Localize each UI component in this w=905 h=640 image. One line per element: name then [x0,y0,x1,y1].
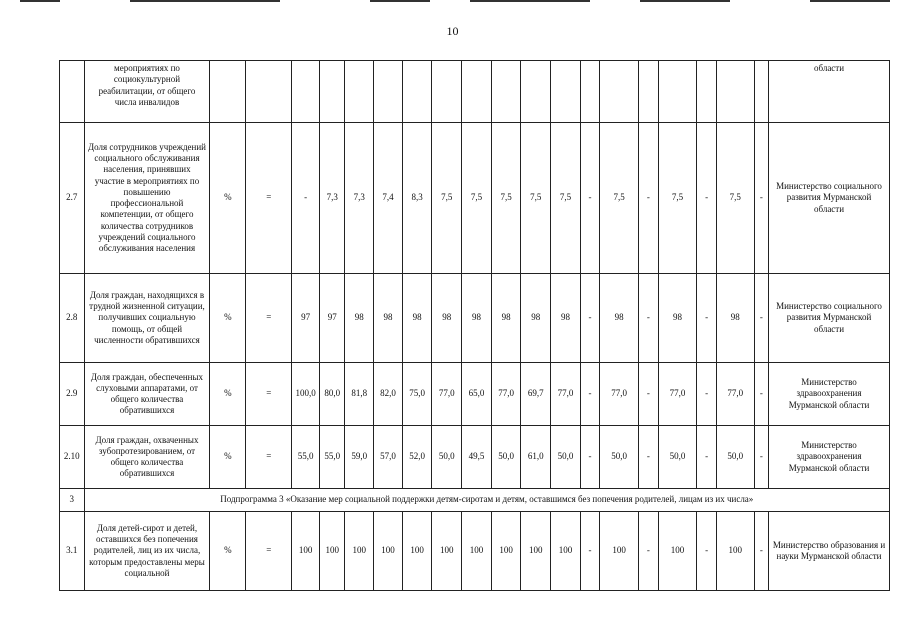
value-cell: 81,8 [345,363,374,426]
unit-cell [210,61,246,123]
value-cell: - [754,274,768,363]
value-cell: 100 [319,512,345,591]
value-cell: - [754,512,768,591]
direction-cell: = [246,363,292,426]
table-row [60,274,890,363]
responsible-agency: Министерство социального развития Мурманской области [769,274,890,363]
value-cell: 7,5 [521,123,551,274]
value-cell: 100 [374,512,403,591]
value-cell: 77,0 [432,363,462,426]
table-row [60,363,890,426]
value-cell: 55,0 [292,426,320,489]
value-cell [491,61,521,123]
value-cell: 50,0 [600,426,639,489]
value-cell: 100 [600,512,639,591]
unit-cell: % [210,426,246,489]
value-cell [697,61,716,123]
value-cell: - [580,274,599,363]
value-cell: 98 [521,274,551,363]
value-cell: - [754,426,768,489]
value-cell: 100 [521,512,551,591]
value-cell: 77,0 [491,363,521,426]
value-cell: - [697,123,716,274]
value-cell: 77,0 [716,363,754,426]
value-cell: 100,0 [292,363,320,426]
value-cell: 75,0 [402,363,432,426]
value-cell: 98 [432,274,462,363]
indicator-name: Доля детей-сирот и детей, оставшихся без попечения родителей, лиц из их числа, которым предоставлены меры социальной [84,512,210,591]
indicator-name: мероприятиях по социокультурной реабилитации, от общего числа инвалидов [84,61,210,123]
top-edge-rule [0,0,905,3]
table-row [60,426,890,489]
value-cell: 69,7 [521,363,551,426]
value-cell: 80,0 [319,363,345,426]
value-cell: 7,5 [491,123,521,274]
table-row [60,61,890,123]
responsible-agency: Министерство здравоохранения Мурманской области [769,426,890,489]
value-cell: 59,0 [345,426,374,489]
value-cell: 97 [319,274,345,363]
value-cell [580,61,599,123]
value-cell: 52,0 [402,426,432,489]
value-cell: - [697,274,716,363]
value-cell: 7,5 [658,123,697,274]
value-cell [292,61,320,123]
value-cell: 98 [600,274,639,363]
value-cell: - [580,363,599,426]
unit-cell: % [210,363,246,426]
value-cell: 98 [374,274,403,363]
responsible-agency: Министерство социального развития Мурманской области [769,123,890,274]
value-cell: 98 [491,274,521,363]
table-row [60,512,890,591]
value-cell: 50,0 [716,426,754,489]
value-cell: 98 [658,274,697,363]
responsible-agency: Министерство здравоохранения Мурманской области [769,363,890,426]
page-number: 10 [446,24,459,38]
value-cell [639,61,658,123]
value-cell: 7,5 [600,123,639,274]
value-cell: 7,4 [374,123,403,274]
indicator-name: Доля граждан, обеспеченных слуховыми аппаратами, от общего количества обратившихся [84,363,210,426]
value-cell: - [292,123,320,274]
value-cell [754,61,768,123]
row-number: 2.8 [60,274,85,363]
row-number: 3.1 [60,512,85,591]
value-cell: 98 [345,274,374,363]
responsible-agency: Министерство образования и науки Мурманской области [769,512,890,591]
value-cell: 98 [551,274,581,363]
value-cell: 50,0 [491,426,521,489]
subprogram-row [60,489,890,512]
value-cell: - [639,123,658,274]
value-cell: - [639,363,658,426]
indicator-name: Доля граждан, находящихся в трудной жизненной ситуации, получивших социальную помощь, от общей численности обратившихся [84,274,210,363]
direction-cell: = [246,512,292,591]
value-cell: 98 [462,274,492,363]
direction-cell [246,61,292,123]
value-cell: 50,0 [658,426,697,489]
value-cell: - [580,426,599,489]
value-cell: - [697,363,716,426]
value-cell: 100 [432,512,462,591]
value-cell: 100 [491,512,521,591]
value-cell: 7,5 [551,123,581,274]
value-cell: 98 [716,274,754,363]
value-cell [462,61,492,123]
unit-cell: % [210,274,246,363]
table-row [60,123,890,274]
indicator-name: Доля сотрудников учреждений социального обслуживания населения, принявших участие в мероприятиях по повышению профессиональной компетенции, от общего количества сотрудников учреждений социального обслуживания населения [84,123,210,274]
responsible-agency: области [769,61,890,123]
direction-cell: = [246,426,292,489]
unit-cell: % [210,512,246,591]
value-cell: - [580,512,599,591]
value-cell: 98 [402,274,432,363]
value-cell: 82,0 [374,363,403,426]
row-number: 2.9 [60,363,85,426]
value-cell: 55,0 [319,426,345,489]
value-cell [716,61,754,123]
value-cell: 100 [551,512,581,591]
value-cell: 100 [716,512,754,591]
value-cell [402,61,432,123]
subprogram-number: 3 [60,489,85,512]
value-cell: 61,0 [521,426,551,489]
value-cell: 100 [292,512,320,591]
value-cell: 65,0 [462,363,492,426]
direction-cell: = [246,123,292,274]
value-cell [319,61,345,123]
value-cell [600,61,639,123]
value-cell [374,61,403,123]
subprogram-title: Подпрограмма 3 «Оказание мер социальной поддержки детям-сиротам и детям, оставшимся без попечения родителей, лицам из их числа» [84,489,889,512]
indicators-table [59,60,890,591]
row-number: 2.10 [60,426,85,489]
value-cell: - [639,274,658,363]
value-cell: 77,0 [551,363,581,426]
value-cell: - [697,426,716,489]
row-number: 2.7 [60,123,85,274]
value-cell: 50,0 [551,426,581,489]
value-cell: 100 [658,512,697,591]
value-cell: - [754,123,768,274]
value-cell: 50,0 [432,426,462,489]
value-cell [658,61,697,123]
value-cell: 57,0 [374,426,403,489]
value-cell: 49,5 [462,426,492,489]
value-cell: 77,0 [600,363,639,426]
value-cell: - [639,512,658,591]
value-cell [551,61,581,123]
value-cell: - [639,426,658,489]
value-cell: 7,5 [716,123,754,274]
value-cell: 7,3 [319,123,345,274]
indicator-name: Доля граждан, охваченных зубопротезированием, от общего количества обратившихся [84,426,210,489]
value-cell: 100 [345,512,374,591]
value-cell: - [697,512,716,591]
value-cell [521,61,551,123]
value-cell [432,61,462,123]
row-number [60,61,85,123]
value-cell: 100 [402,512,432,591]
value-cell: 97 [292,274,320,363]
value-cell: 7,5 [432,123,462,274]
direction-cell: = [246,274,292,363]
value-cell: 8,3 [402,123,432,274]
value-cell: 7,5 [462,123,492,274]
value-cell [345,61,374,123]
value-cell: - [580,123,599,274]
value-cell: 77,0 [658,363,697,426]
value-cell: 100 [462,512,492,591]
value-cell: - [754,363,768,426]
value-cell: 7,3 [345,123,374,274]
unit-cell: % [210,123,246,274]
